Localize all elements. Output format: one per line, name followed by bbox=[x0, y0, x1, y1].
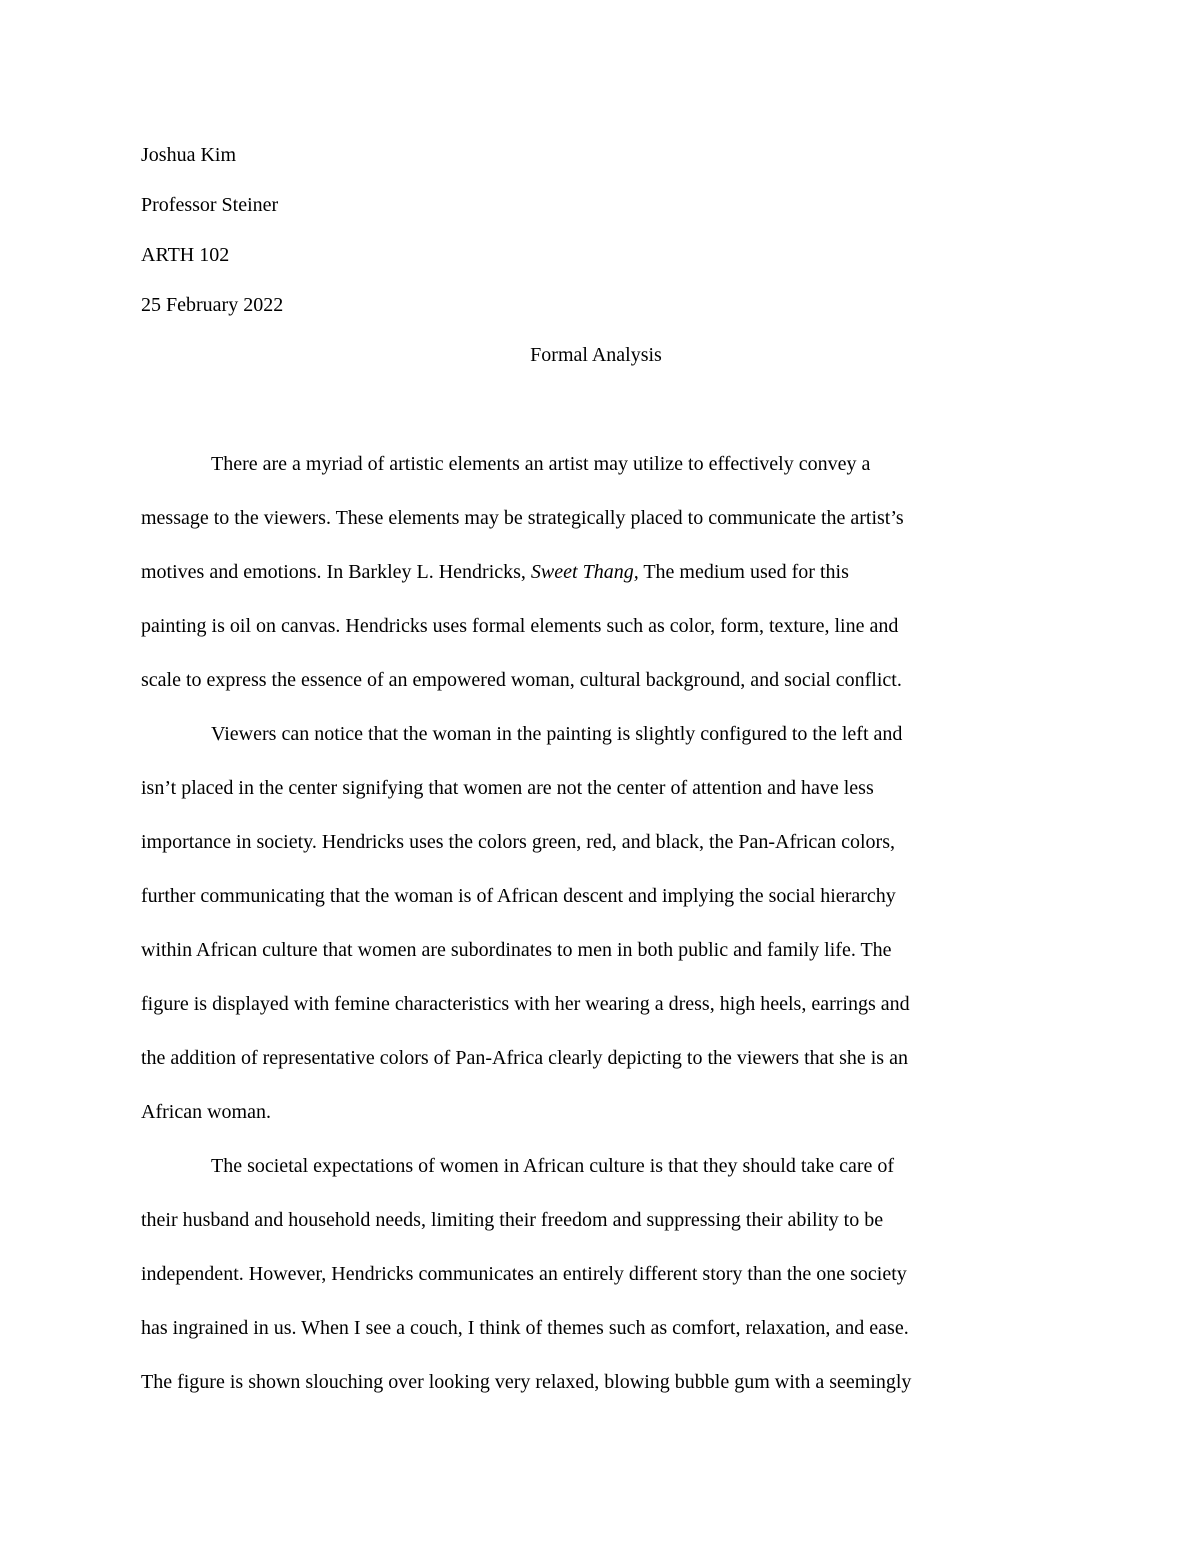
paragraph-line: figure is displayed with femine characteristics with her wearing a dress, high heels, earrings and bbox=[141, 993, 910, 1015]
author-name: Joshua Kim bbox=[141, 144, 236, 166]
paragraph-line: African woman. bbox=[141, 1101, 271, 1123]
document-date: 25 February 2022 bbox=[141, 294, 284, 316]
paragraph-line: The figure is shown slouching over looking very relaxed, blowing bubble gum with a seemingly bbox=[141, 1371, 912, 1393]
essay-paragraphs bbox=[141, 437, 1051, 1409]
paragraph-line: isn’t placed in the center signifying that women are not the center of attention and have less bbox=[141, 777, 874, 799]
paragraph-line: further communicating that the woman is of African descent and implying the social hierarchy bbox=[141, 885, 896, 907]
paragraph-line: message to the viewers. These elements may be strategically placed to communicate the artist’s bbox=[141, 507, 904, 529]
paragraph-line: within African culture that women are subordinates to men in both public and family life. The bbox=[141, 939, 892, 961]
professor-name: Professor Steiner bbox=[141, 194, 279, 216]
paragraph-line: the addition of representative colors of Pan-Africa clearly depicting to the viewers that she is an bbox=[141, 1047, 908, 1069]
paragraph-line: independent. However, Hendricks communicates an entirely different story than the one society bbox=[141, 1263, 907, 1285]
course-code: ARTH 102 bbox=[141, 244, 230, 266]
paragraph-line: There are a myriad of artistic elements an artist may utilize to effectively convey a bbox=[211, 453, 871, 475]
paragraph-line: has ingrained in us. When I see a couch, I think of themes such as comfort, relaxation, and ease. bbox=[141, 1317, 909, 1339]
paragraph-line bbox=[141, 545, 1051, 599]
paragraph-line: The societal expectations of women in African culture is that they should take care of bbox=[211, 1155, 895, 1177]
line-text: motives and emotions. In Barkley L. Hendricks, bbox=[141, 561, 531, 583]
essay-paragraph bbox=[141, 707, 1051, 1139]
artwork-title: Sweet Thang, bbox=[530, 561, 639, 583]
document-body bbox=[141, 137, 1051, 1409]
document-title: Formal Analysis bbox=[530, 344, 662, 366]
paragraph-line: Viewers can notice that the woman in the painting is slightly configured to the left and bbox=[211, 723, 903, 745]
paragraph-line: scale to express the essence of an empowered woman, cultural background, and social conflict. bbox=[141, 669, 902, 691]
essay-paragraph bbox=[141, 1139, 1051, 1409]
paragraph-line: importance in society. Hendricks uses the colors green, red, and black, the Pan-African colors, bbox=[141, 831, 896, 853]
line-text: The medium used for this bbox=[638, 561, 849, 583]
paragraph-line: their husband and household needs, limiting their freedom and suppressing their ability to be bbox=[141, 1209, 884, 1231]
paragraph-line: painting is oil on canvas. Hendricks uses formal elements such as color, form, texture, line and bbox=[141, 615, 899, 637]
essay-paragraph bbox=[141, 437, 1051, 707]
